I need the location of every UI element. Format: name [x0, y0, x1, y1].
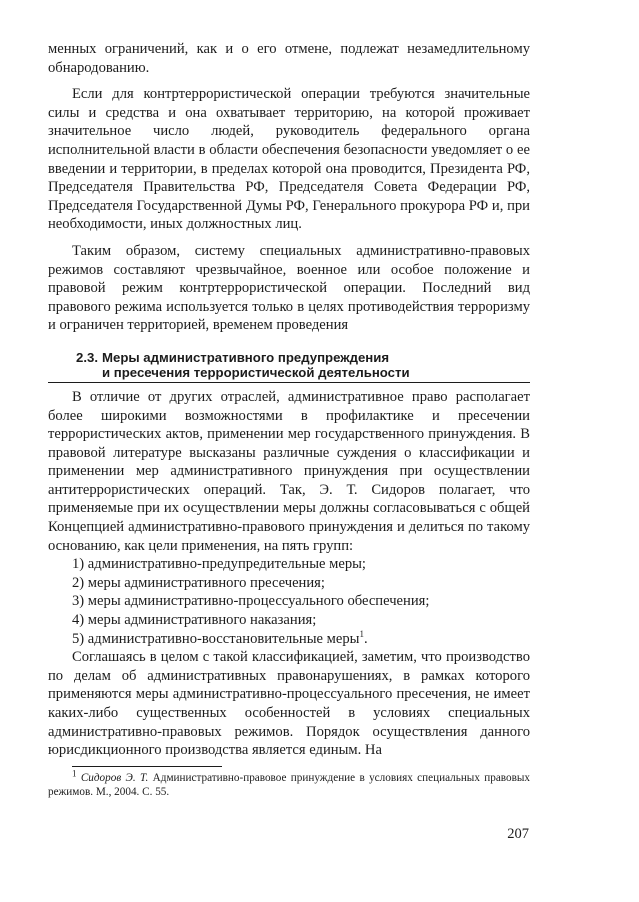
- list-item: 3) меры административно-процессуального обеспечения;: [72, 593, 430, 610]
- section-title-line-1: Меры административного предупреждения: [102, 349, 390, 365]
- list-item-text: 5) административно-восстановительные меры: [72, 630, 360, 647]
- section-title-line-2: и пресечения террористической деятельности: [102, 365, 410, 381]
- paragraph-3: Таким образом, систему специальных административно-правовых режимов составляют чрезвычайное, военное или особое положение и правовой режим контртеррористической операции. Последний вид правового режима используется только в целях противодействия терроризму и ограничен территорией, временем проведения: [48, 242, 530, 334]
- section-number: 2.3.: [76, 349, 98, 365]
- measures-list: [48, 555, 530, 648]
- paragraph-5: Соглашаясь в целом с такой классификацией, заметим, что производство по делам об административных правонарушениях, в рамках которого применяются меры административно-процессуального пресечения, не имеет каких-либо существенных особенностей в условиях специальных административно-правовых режимов. Порядок осуществления данного юрисдикционного производства является единым. На: [48, 649, 530, 759]
- footnote: [48, 768, 530, 799]
- footnote-marker: 1: [72, 768, 77, 779]
- paragraph-4: В отличие от других отраслей, административное право располагает более широкими возможностями в профилактике и пресечении террористических актов, применении мер государственного принуждения. В правовой литературе высказаны различные суждения о классификации и применении мер административного принуждения при осуществлении антитеррористических операций. Так, Э. Т. Сидоров полагает, что применяемые при их осуществлении меры должны согласовываться с общей Концепцией административно-правового принуждения и делиться по такому основанию, как цели применения, на пять групп:: [48, 388, 530, 554]
- list-item: 1) административно-предупредительные меры;: [72, 556, 366, 573]
- heading-rule: [48, 382, 530, 383]
- page-body: [48, 40, 530, 799]
- footnote-reference: 1: [359, 628, 364, 639]
- footnote-text: Административно-правовое принуждение в условиях специальных правовых режимов. М., 2004. С. 55.: [48, 771, 530, 798]
- paragraph-2: Если для контртеррористической операции требуются значительные силы и средства и она охватывает территорию, на которой проживает значительное число людей, руководитель федерального органа исполнительной власти в области обеспечения безопасности уведомляет о ее введении и территории, в пределах которой она проводится, Президента РФ, Председателя Правительства РФ, Председателя Совета Федерации РФ, Председателя Государственной Думы РФ, Генерального прокурора РФ и, при необходимости, иных должностных лиц.: [48, 86, 530, 233]
- footnote-author: Сидоров Э. Т.: [80, 771, 149, 784]
- page-number: 207: [507, 826, 529, 842]
- footnote-rule: [72, 766, 222, 767]
- list-item: 2) меры административного пресечения;: [72, 574, 325, 591]
- section-heading: [76, 350, 530, 381]
- list-item: 5) административно-восстановительные меры$^1$.: [72, 628, 368, 647]
- list-item: 4) меры административного наказания;: [72, 612, 317, 629]
- paragraph-1: менных ограничений, как и о его отмене, подлежат незамедлительному обнародованию.: [48, 41, 530, 76]
